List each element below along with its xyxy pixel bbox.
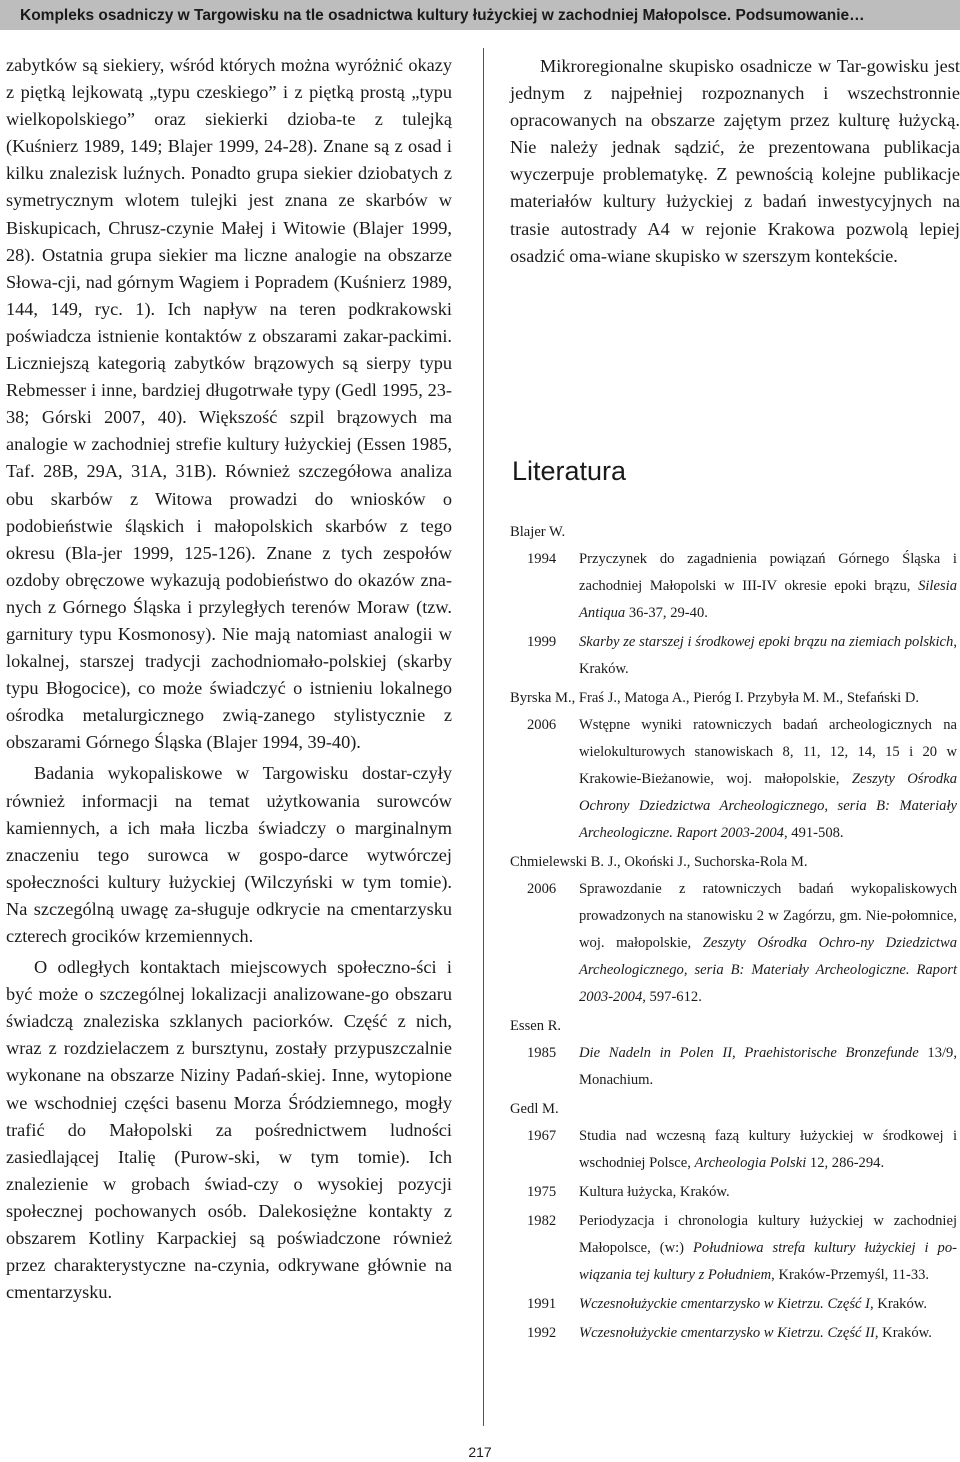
reference-text xyxy=(579,1291,957,1318)
reference-text xyxy=(579,876,957,1011)
reference-year: 1994 xyxy=(527,551,557,567)
reference-text xyxy=(579,712,957,847)
reference-year: 1975 xyxy=(527,1184,557,1200)
reference-text-tail: 12, 286-294. xyxy=(806,1155,885,1171)
reference-year: 1999 xyxy=(527,634,557,650)
reference-entry xyxy=(510,876,960,1011)
reference-text-plain: Przyczynek do zagadnienia powiązań Górnego Śląska i zachodniej Małopolski w III-IV okresie epoki brązu, xyxy=(579,551,957,594)
reference-year: 1992 xyxy=(527,1325,557,1341)
reference-entry xyxy=(510,712,960,847)
right-column xyxy=(510,53,960,270)
reference-text-tail: , Kraków. xyxy=(874,1325,932,1341)
reference-text-plain: Studia nad wczesną fazą kultury łużyckiej w środkowej i wschodniej Polsce, xyxy=(579,1128,957,1171)
reference-title-italic: Zeszyty Ośrodka Ochro-ny Dziedzictwa Archeologicznego, seria B: Materiały Archeologiczne. Raport 2003-2004 xyxy=(579,935,957,1005)
reference-entry xyxy=(510,629,960,683)
reference-year: 1985 xyxy=(527,1045,557,1061)
reference-year: 2006 xyxy=(527,881,557,897)
reference-text-plain: Periodyzacja i chronologia kultury łużyckiej w zachodniej Małopolsce, (w:) xyxy=(579,1213,957,1256)
reference-year: 2006 xyxy=(527,717,557,733)
body-paragraph: zabytków są siekiery, wśród których można wyróżnić okazy z piętką lejkowatą „typu czeskiego” i z piętką prostą „typu wielkopolskiego” oraz siekierki dzioba-te z tulejką (Kuśnierz 1989, 149; Blajer 1999, 24-28). Znane są z osad i kilku znalezisk luźnych. Ponadto grupa siekier dziobatych z symetrycznym wlotem tulejki jest znana ze skarbów w Biskupicach, Chrusz-czynie Małej i Witowie (Blajer 1999, 28). Ostatnia grupa siekier ma liczne analogie na obszarze Słowa-cji, nad górnym Wagiem i Popradem (Kuśnierz 1989, 144, 149, ryc. 1). Ich napływ na teren podkrakowski poświadcza istnienie kontaktów z obszarami zakar-packimi. Liczniejszą kategorią zabytków brązowych są sierpy typu Rebmesser i inne, bardziej długotrwałe typy (Gedl 1995, 23-38; Górski 2007, 40). Większość szpil brązowych ma analogie w zachodniej strefie kultury łużyckiej (Essen 1985, Taf. 28B, 29A, 31A, 31B). Również szczegółowa analiza obu skarbów z Witowa prowadzi do wniosków o podobieństwie śląskich i małopolskich skarbów z tego okresu (Bla-jer 1999, 125-126). Znane z tych zespołów ozdoby obręczowe wykazują podobieństwo do okazów zna-nych z Górnego Śląska i przyległych terenów Moraw (tzw. garnitury typu Kosmonosy). Nie mają natomiast analogii w lokalnej, starszej tradycji zachodniomało-polskiej (skarby typu Błogocice), co może świadczyć o istnieniu lokalnego ośrodka metalurgicznego zwią-zanego stylistycznie z obszarami Górnego Śląska (Blajer 1994, 39-40). xyxy=(6,55,452,753)
reference-text-plain: Kultura łużycka, Kraków. xyxy=(579,1184,730,1200)
reference-text-tail: , Kraków-Przemyśl, 11-33. xyxy=(771,1267,930,1283)
reference-text xyxy=(579,1320,957,1347)
reference-text xyxy=(579,1179,957,1206)
reference-author: Gedl M. xyxy=(510,1101,559,1117)
reference-title-italic: Silesia Antiqua xyxy=(579,578,957,621)
reference-text xyxy=(579,1123,957,1177)
conclusion-paragraph: Mikroregionalne skupisko osadnicze w Tar-gowisku jest jednym z najpełniej rozpoznanych i wszechstronnie opracowanych na obszarze zajętym przez kulturę łużycką. Nie należy jednak sądzić, że prezentowana publikacja wyczerpuje problematykę. Z pewnością kolejne publikacje materiałów kultury łużyckiej z badań inwestycyjnych na trasie autostrady A4 w rejonie Krakowa pozwolą lepiej osadzić oma-wiane skupisko w szerszym kontekście. xyxy=(510,56,960,266)
literature-heading: Literatura xyxy=(512,456,627,486)
body-paragraph: O odległych kontaktach miejscowych społeczno-ści i być może o szczególnej lokalizacji analizowane-go obszaru świadczą znaleziska szklanych paciorków. Część z nich, wraz z rozdzielaczem z bursztynu, zostały przypuszczalnie wykonane na obszarze Niziny Padań-skiej. Inne, wytopione we wschodniej części basenu Morza Śródziemnego, mogły trafić do Małopolski za pośrednictwem ludności zasiedlającej Italię (Purow-ski, w tym tomie). Ich znalezienie w grobach świad-czy o wysokiej pozycji społecznej pochowanych osób. Dalekosiężne kontakty z obszarem Kotliny Karpackiej są poświadczone również przez charakterystyczne na-czynia, odkrywane głównie na cmentarzysku. xyxy=(6,957,452,1303)
reference-entry xyxy=(510,546,960,627)
reference-title-italic: Die Nadeln in Polen II, Praehistorische Bronzefunde xyxy=(579,1045,919,1061)
reference-year: 1982 xyxy=(527,1213,557,1229)
reference-list xyxy=(510,519,960,1347)
reference-title-italic: Wczesnołużyckie cmentarzysko w Kietrzu. Część II xyxy=(579,1325,875,1341)
reference-author: Chmielewski B. J., Okoński J., Suchorska-Rola M. xyxy=(510,854,808,870)
reference-title-italic: Wczesnołużyckie cmentarzysko w Kietrzu. Część I xyxy=(579,1296,870,1312)
reference-title-italic: Zeszyty Ośrodka Ochrony Dziedzictwa Archeologicznego, seria B: Materiały Archeologiczne. Raport 2003-2004 xyxy=(579,771,957,841)
running-title: Kompleks osadniczy w Targowisku na tle osadnictwa kultury łużyckiej w zachodniej Małopolsce. Podsumowanie… xyxy=(20,7,865,24)
column-divider xyxy=(483,48,484,1426)
reference-author: Essen R. xyxy=(510,1018,562,1034)
left-column xyxy=(6,52,452,1306)
reference-text-tail: , Kraków. xyxy=(579,634,957,677)
reference-author: Blajer W. xyxy=(510,524,566,540)
reference-text xyxy=(579,1208,957,1289)
reference-entry xyxy=(510,1179,960,1206)
reference-year: 1967 xyxy=(527,1128,557,1144)
reference-title-italic: Skarby ze starszej i środkowej epoki brązu na ziemiach polskich xyxy=(579,634,954,650)
reference-author: Byrska M., Fraś J., Matoga A., Pieróg I. Przybyła M. M., Stefański D. xyxy=(510,690,920,706)
reference-text-tail: 13/9, Monachium. xyxy=(579,1045,957,1088)
reference-entry xyxy=(510,1040,960,1094)
reference-text-tail: , 491-508. xyxy=(783,825,844,841)
reference-text-tail: , 597-612. xyxy=(642,989,702,1005)
page-number: 217 xyxy=(468,1444,492,1460)
reference-title-italic: Południowa strefa kultury łużyckiej i po-wiązania tej kultury z Południem xyxy=(579,1240,957,1283)
reference-year: 1991 xyxy=(527,1296,557,1312)
reference-entry xyxy=(510,1320,960,1347)
reference-text xyxy=(579,629,957,683)
reference-entry xyxy=(510,1123,960,1177)
reference-entry xyxy=(510,1291,960,1318)
reference-text-tail: , Kraków. xyxy=(870,1296,928,1312)
reference-text-plain: Wstępne wyniki ratowniczych badań archeologicznych na wielokulturowych stanowiskach 8, 11, 12, 14, 15 i 20 w Krakowie-Bieżanowie, woj. małopolskie, xyxy=(579,717,957,787)
reference-entry xyxy=(510,1208,960,1289)
body-paragraph: Badania wykopaliskowe w Targowisku dostar-czyły również informacji na temat użytkowania surowców kamiennych, a ich mała liczba świadczy o marginalnym znaczeniu tego surowca w gospo-darce wytwórczej społeczności kultury łużyckiej (Wilczyński w tym tomie). Na szczególną uwagę za-sługuje odkrycie na cmentarzysku czterech grocików krzemiennych. xyxy=(6,763,452,946)
reference-text-plain: Sprawozdanie z ratowniczych badań wykopaliskowych prowadzonych na stanowisku 2 w Zagórzu, gm. Nie-połomnice, woj. małopolskie, xyxy=(579,881,957,951)
running-header xyxy=(0,0,960,30)
reference-text xyxy=(579,1040,957,1094)
reference-text xyxy=(579,546,957,627)
reference-text-tail: 36-37, 29-40. xyxy=(625,605,708,621)
reference-title-italic: Archeologia Polski xyxy=(694,1155,807,1171)
